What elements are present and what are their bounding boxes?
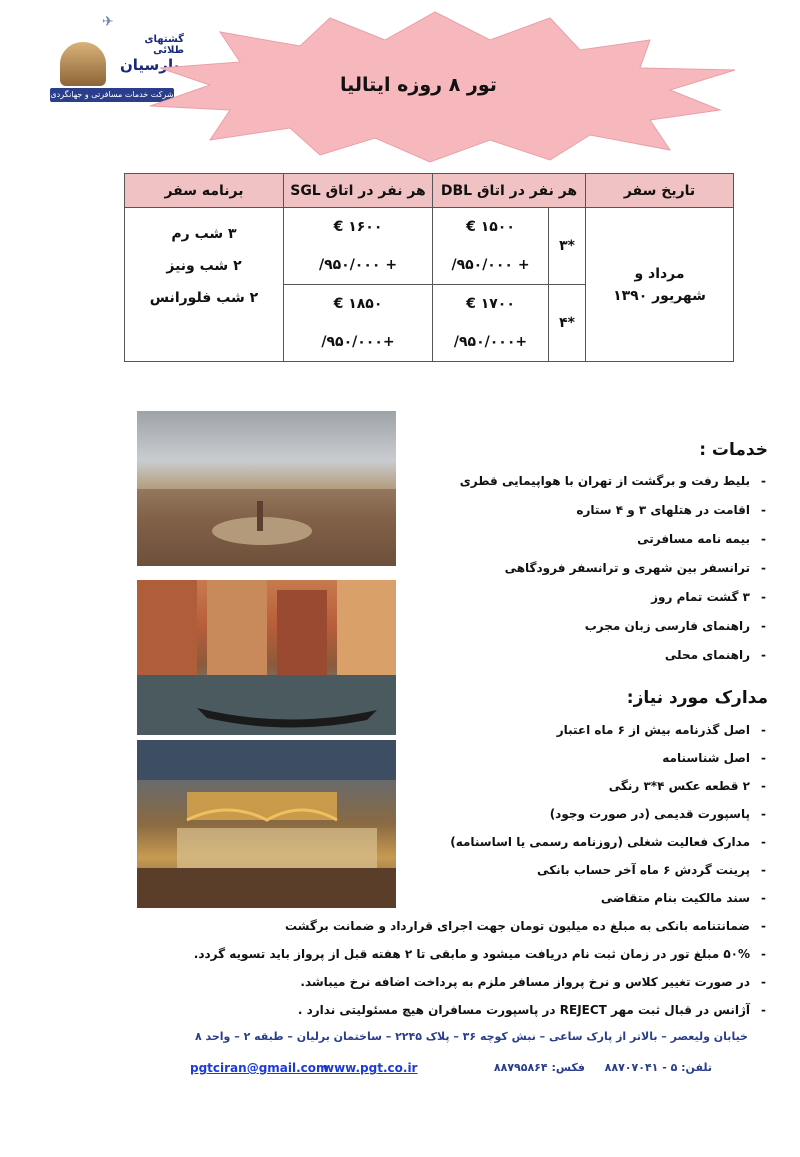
dbl-price-cell <box>433 208 549 285</box>
dbl-price-cell <box>433 285 549 362</box>
logo-figures-image <box>60 42 106 86</box>
list-item: - اقامت در هتلهای ۳ و ۴ ستاره <box>460 503 750 532</box>
sgl-euro: ۱۸۵۰ € <box>333 296 383 312</box>
list-item: - اصل گذرنامه بیش از ۶ ماه اعتبار <box>194 723 750 751</box>
list-item: - مدارک فعالیت شغلی (روزنامه رسمی یا اساسنامه) <box>194 835 750 863</box>
dbl-euro: ۱۷۰۰ € <box>466 296 515 312</box>
header-program: برنامه سفر <box>125 174 284 208</box>
stars-cell: *۴ <box>549 285 586 362</box>
travel-date-line2: شهریور ۱۳۹۰ <box>613 287 706 304</box>
program-item: ۲ شب فلورانس <box>149 290 259 306</box>
program-item: ۳ شب رم <box>171 226 237 242</box>
header-travel-date: تاریخ سفر <box>586 174 734 208</box>
tour-price-table <box>124 173 734 362</box>
airplane-icon: ✈ <box>102 14 114 30</box>
travel-date-cell <box>586 208 734 362</box>
list-item: - ۵۰% مبلغ تور در زمان ثبت نام دریافت میشود و مابقی تا ۲ هفته قبل از پرواز باید تسویه گردد. <box>194 947 750 975</box>
rome-skyline <box>137 411 396 566</box>
list-item: - اصل شناسنامه <box>194 751 750 779</box>
stars-cell: *۳ <box>549 208 586 285</box>
rome-photo <box>137 411 396 566</box>
website-link[interactable]: www.pgt.co.ir <box>323 1061 418 1075</box>
services-list <box>460 474 750 677</box>
sgl-price-cell <box>284 208 433 285</box>
dbl-euro: ۱۵۰۰ € <box>466 219 515 235</box>
list-item: - پاسپورت قدیمی (در صورت وجود) <box>194 807 750 835</box>
list-item: - بیمه نامه مسافرتی <box>460 532 750 561</box>
sgl-toman: + ۹۵۰/۰۰۰/ <box>318 257 398 273</box>
list-item: - ۳ گشت تمام روز <box>460 590 750 619</box>
email-link[interactable]: pgtciran@gmail.com <box>190 1061 329 1075</box>
footer-phone: تلفن: ۵ - ۸۸۷۰۷۰۴۱ <box>604 1061 712 1074</box>
list-item: - در صورت تغییر کلاس و نرخ پرواز مسافر ملزم به پرداخت اضافه نرخ میباشد. <box>194 975 750 1003</box>
dbl-toman: +۹۵۰/۰۰۰/ <box>453 334 528 350</box>
footer-fax: فکس: ۸۸۷۹۵۸۶۴ <box>493 1061 585 1074</box>
list-item: - آژانس در قبال ثبت مهر REJECT در پاسپورت مسافران هیچ مسئولیتی ندارد . <box>194 1003 750 1031</box>
list-item: - راهنمای فارسی زبان مجرب <box>460 619 750 648</box>
logo-title: گشتهای طلائی <box>144 34 184 56</box>
list-item: - ۲ قطعه عکس ۴*۳ رنگی <box>194 779 750 807</box>
travel-date-line1: مرداد و <box>634 265 685 282</box>
page-title: تور ۸ روزه ایتالیا <box>340 74 497 96</box>
sgl-toman: +۹۵۰/۰۰۰/ <box>321 334 395 350</box>
list-item: - بلیط رفت و برگشت از تهران با هواپیمایی قطری <box>460 474 750 503</box>
header-dbl: هر نفر در اتاق DBL <box>433 174 586 208</box>
program-cell <box>125 208 284 362</box>
dbl-toman: + ۹۵۰/۰۰۰/ <box>451 257 530 273</box>
header-sgl: هر نفر در اتاق SGL <box>284 174 433 208</box>
venice-photo <box>137 580 396 735</box>
venice-canal <box>137 580 396 735</box>
documents-list <box>194 723 750 1031</box>
logo-name: پارسیان <box>120 56 180 74</box>
list-item: - سند مالکیت بنام متقاضی <box>194 891 750 919</box>
list-item: - راهنمای محلی <box>460 648 750 677</box>
footer-address: خیابان ولیعصر – بالاتر از پارک ساعی – نبش کوچه ۳۶ – پلاک ۲۲۴۵ – ساختمان برلیان – طبقه ۲ – واحد ۸ <box>194 1030 748 1043</box>
list-item: - پرینت گردش ۶ ماه آخر حساب بانکی <box>194 863 750 891</box>
services-heading: خدمات : <box>699 440 768 460</box>
sgl-price-cell <box>284 285 433 362</box>
program-item: ۲ شب ونیز <box>166 258 242 274</box>
list-item: - ضمانتنامه بانکی به مبلغ ده میلیون تومان جهت اجرای قرارداد و ضمانت برگشت <box>194 919 750 947</box>
list-item: - ترانسفر بین شهری و ترانسفر فرودگاهی <box>460 561 750 590</box>
documents-heading: مدارک مورد نیاز: <box>626 688 768 708</box>
logo-subtitle: شرکت خدمات مسافرتی و جهانگردی <box>50 88 174 102</box>
sgl-euro: ۱۶۰۰ € <box>333 219 383 235</box>
